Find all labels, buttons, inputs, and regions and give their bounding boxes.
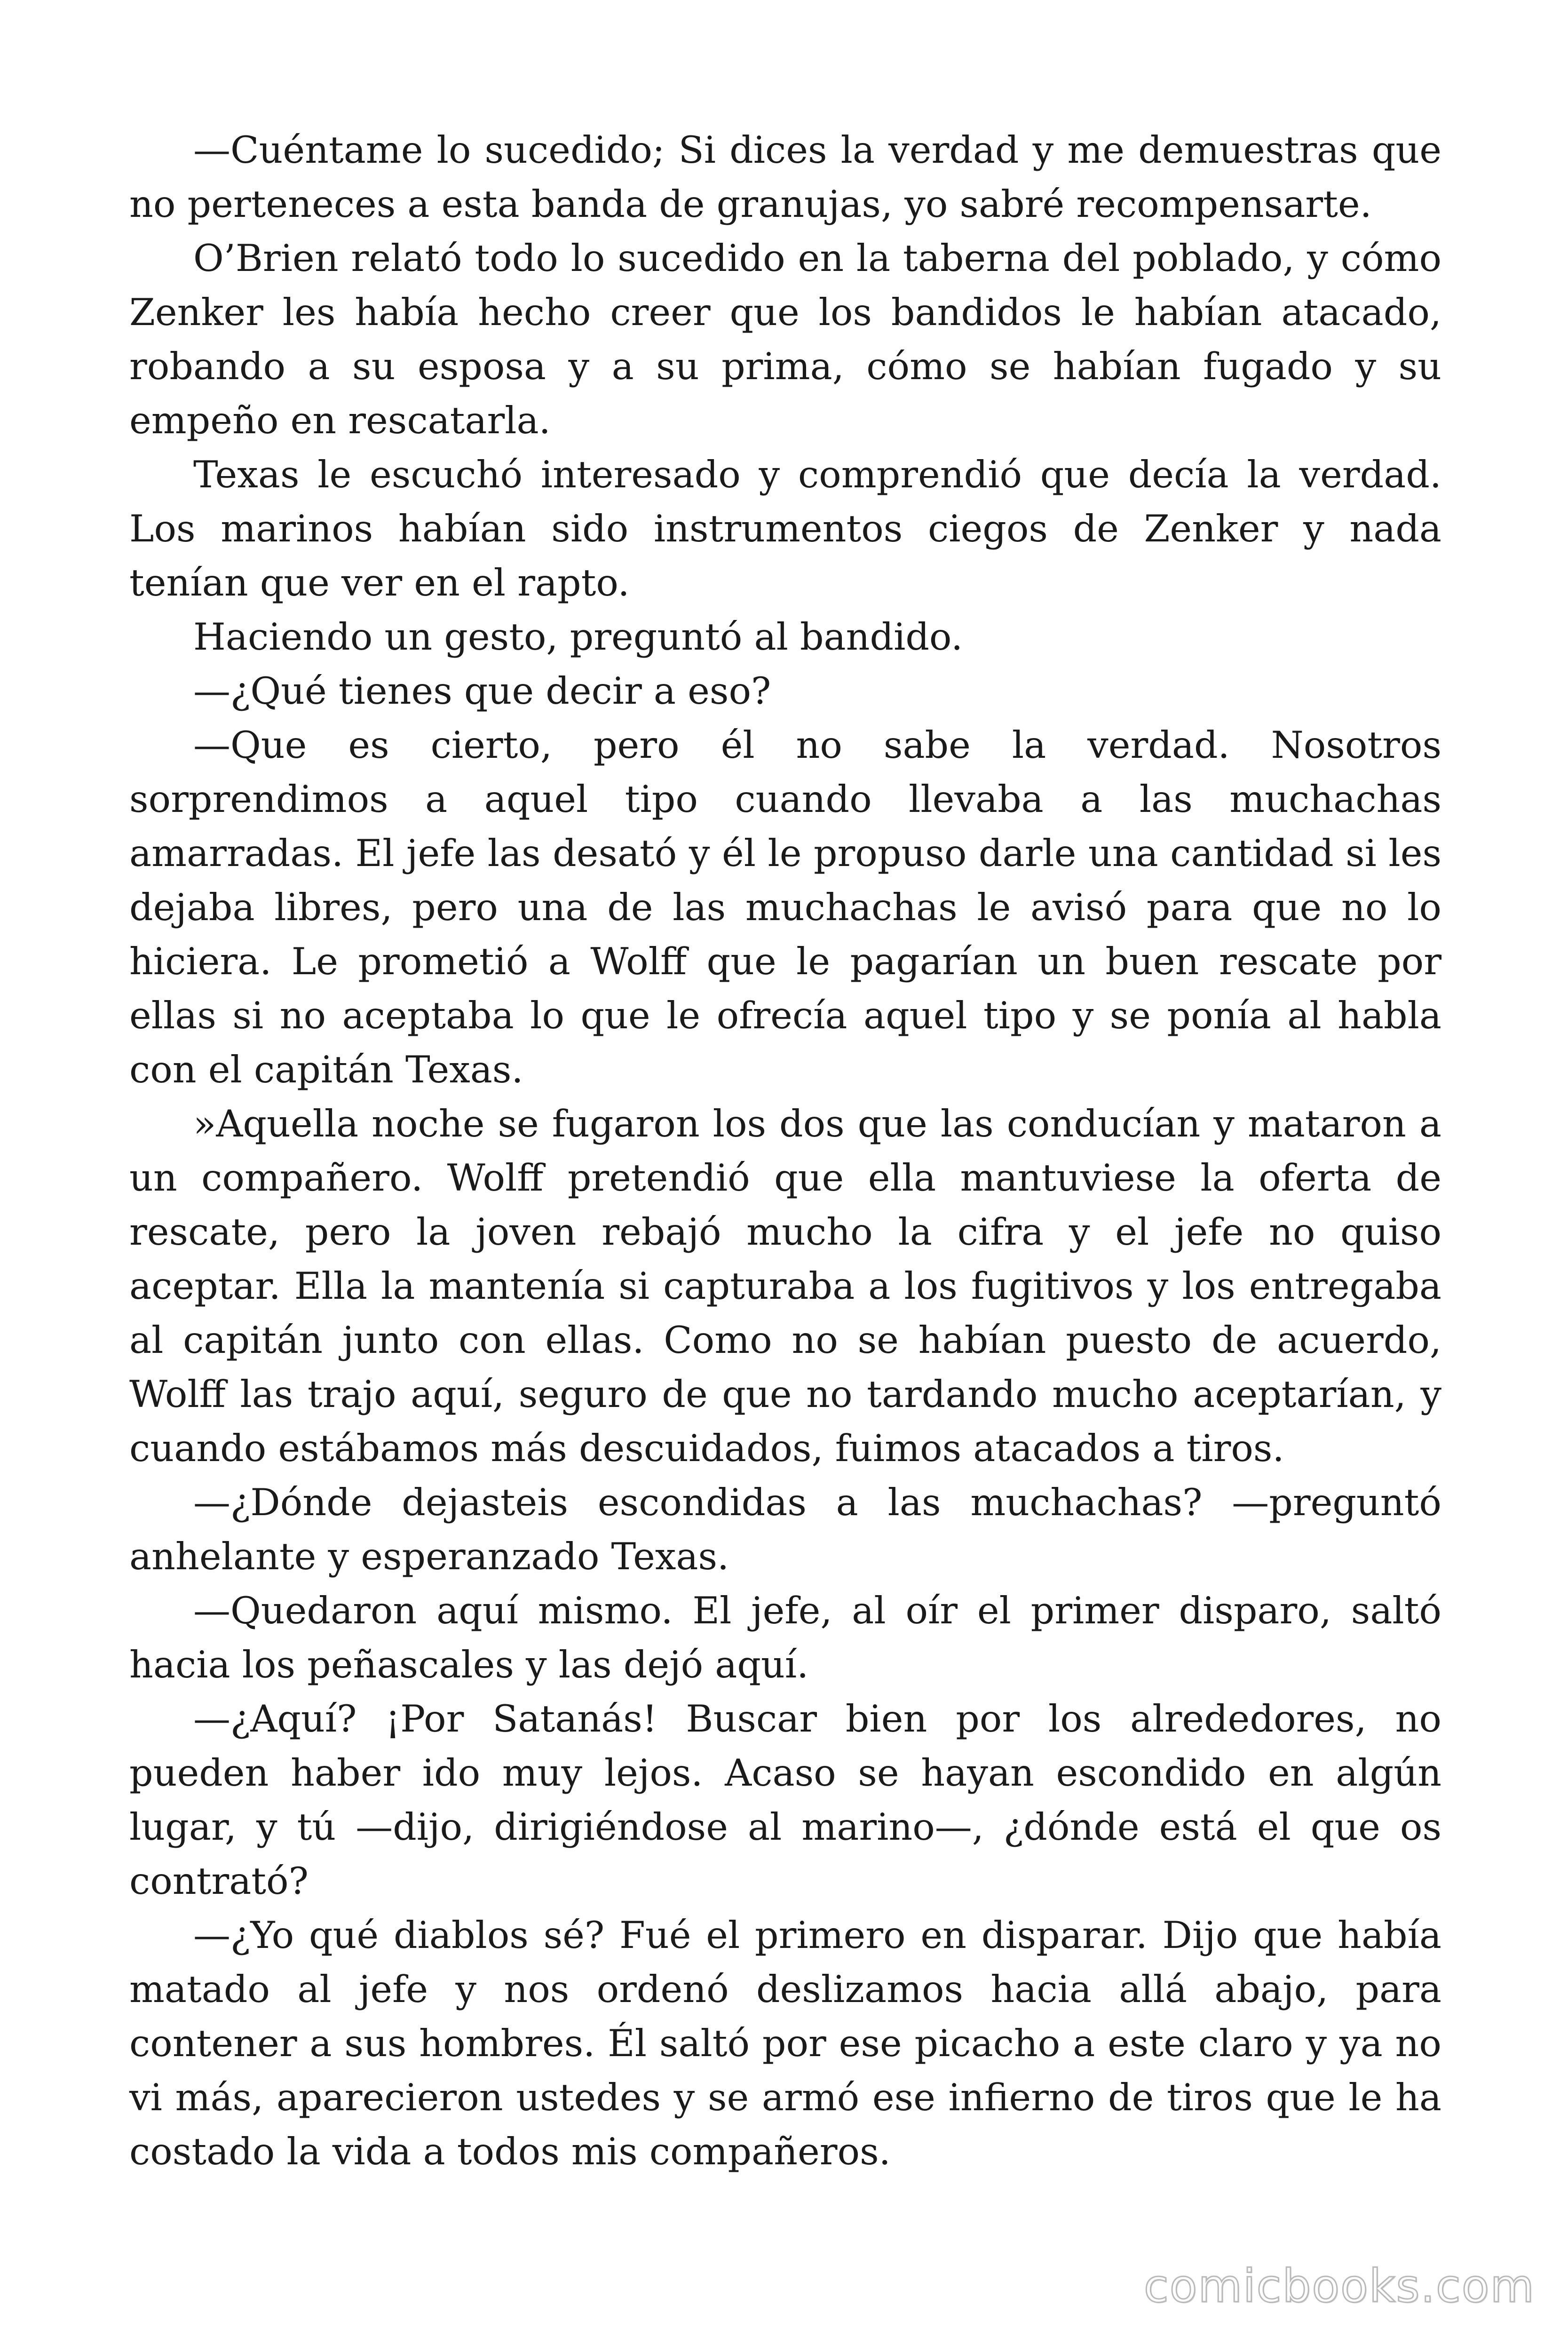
paragraph-7: »Aquella noche se fugaron los dos que las conducían y mataron a un compañero. Wolff pretendió que ella mantuviese la oferta de rescate, pero la joven rebajó mucho la cifra y el jefe no quiso aceptar. Ella la mantenía si capturaba a los fugitivos y los entregaba al capitán junto con ellas. Como no se habían puesto de acuerdo, Wolff las trajo aquí, seguro de que no tardando mucho aceptarían, y cuando estábamos más descuidados, fuimos atacados a tiros. xyxy=(129,1102,1441,1470)
paragraph-6: —Que es cierto, pero él no sabe la verdad. Nosotros sorprendimos a aquel tipo cuando llevaba a las muchachas amarradas. El jefe las desató y él le propuso darle una cantidad si les dejaba libres, pero una de las muchachas le avisó para que no lo hiciera. Le prometió a Wolff que le pagarían un buen rescate por ellas si no aceptaba lo que le ofrecía aquel tipo y se ponía al habla con el capitán Texas. xyxy=(129,723,1441,1091)
page-text-block xyxy=(129,123,1441,2179)
paragraph-9: —Quedaron aquí mismo. El jefe, al oír el primer disparo, saltó hacia los peñascales y las dejó aquí. xyxy=(129,1589,1441,1686)
paragraph-11: —¿Yo qué diablos sé? Fué el primero en disparar. Dijo que había matado al jefe y nos ordenó deslizamos hacia allá abajo, para contener a sus hombres. Él saltó por ese picacho a este claro y ya no vi más, aparecieron ustedes y se armó ese infierno de tiros que le ha costado la vida a todos mis compañeros. xyxy=(129,1914,1441,2173)
paragraph-4: Haciendo un gesto, preguntó al bandido. xyxy=(193,615,963,659)
site-watermark: comicbooks.com xyxy=(1143,2260,1535,2312)
paragraph-1: —Cuéntame lo sucedido; Si dices la verdad y me demuestras que no perteneces a esta banda de granujas, yo sabré recompensarte. xyxy=(129,128,1441,226)
paragraph-2: O’Brien relató todo lo sucedido en la taberna del poblado, y cómo Zenker les había hecho creer que los bandidos le habían atacado, robando a su esposa y a su prima, cómo se habían fugado y su empeño en rescatarla. xyxy=(129,237,1441,442)
paragraph-8: —¿Dónde dejasteis escondidas a las muchachas? —preguntó anhelante y esperanzado Texas. xyxy=(129,1481,1441,1578)
paragraph-3: Texas le escuchó interesado y comprendió que decía la verdad. Los marinos habían sido instrumentos ciegos de Zenker y nada tenían que ver en el rapto. xyxy=(129,453,1441,604)
paragraph-5: —¿Qué tienes que decir a eso? xyxy=(193,669,771,713)
paragraph-10: —¿Aquí? ¡Por Satanás! Buscar bien por los alrededores, no pueden haber ido muy lejos. Acaso se hayan escondido en algún lugar, y tú —dijo, dirigiéndose al marino—, ¿dónde está el que os contrató? xyxy=(129,1697,1441,1903)
